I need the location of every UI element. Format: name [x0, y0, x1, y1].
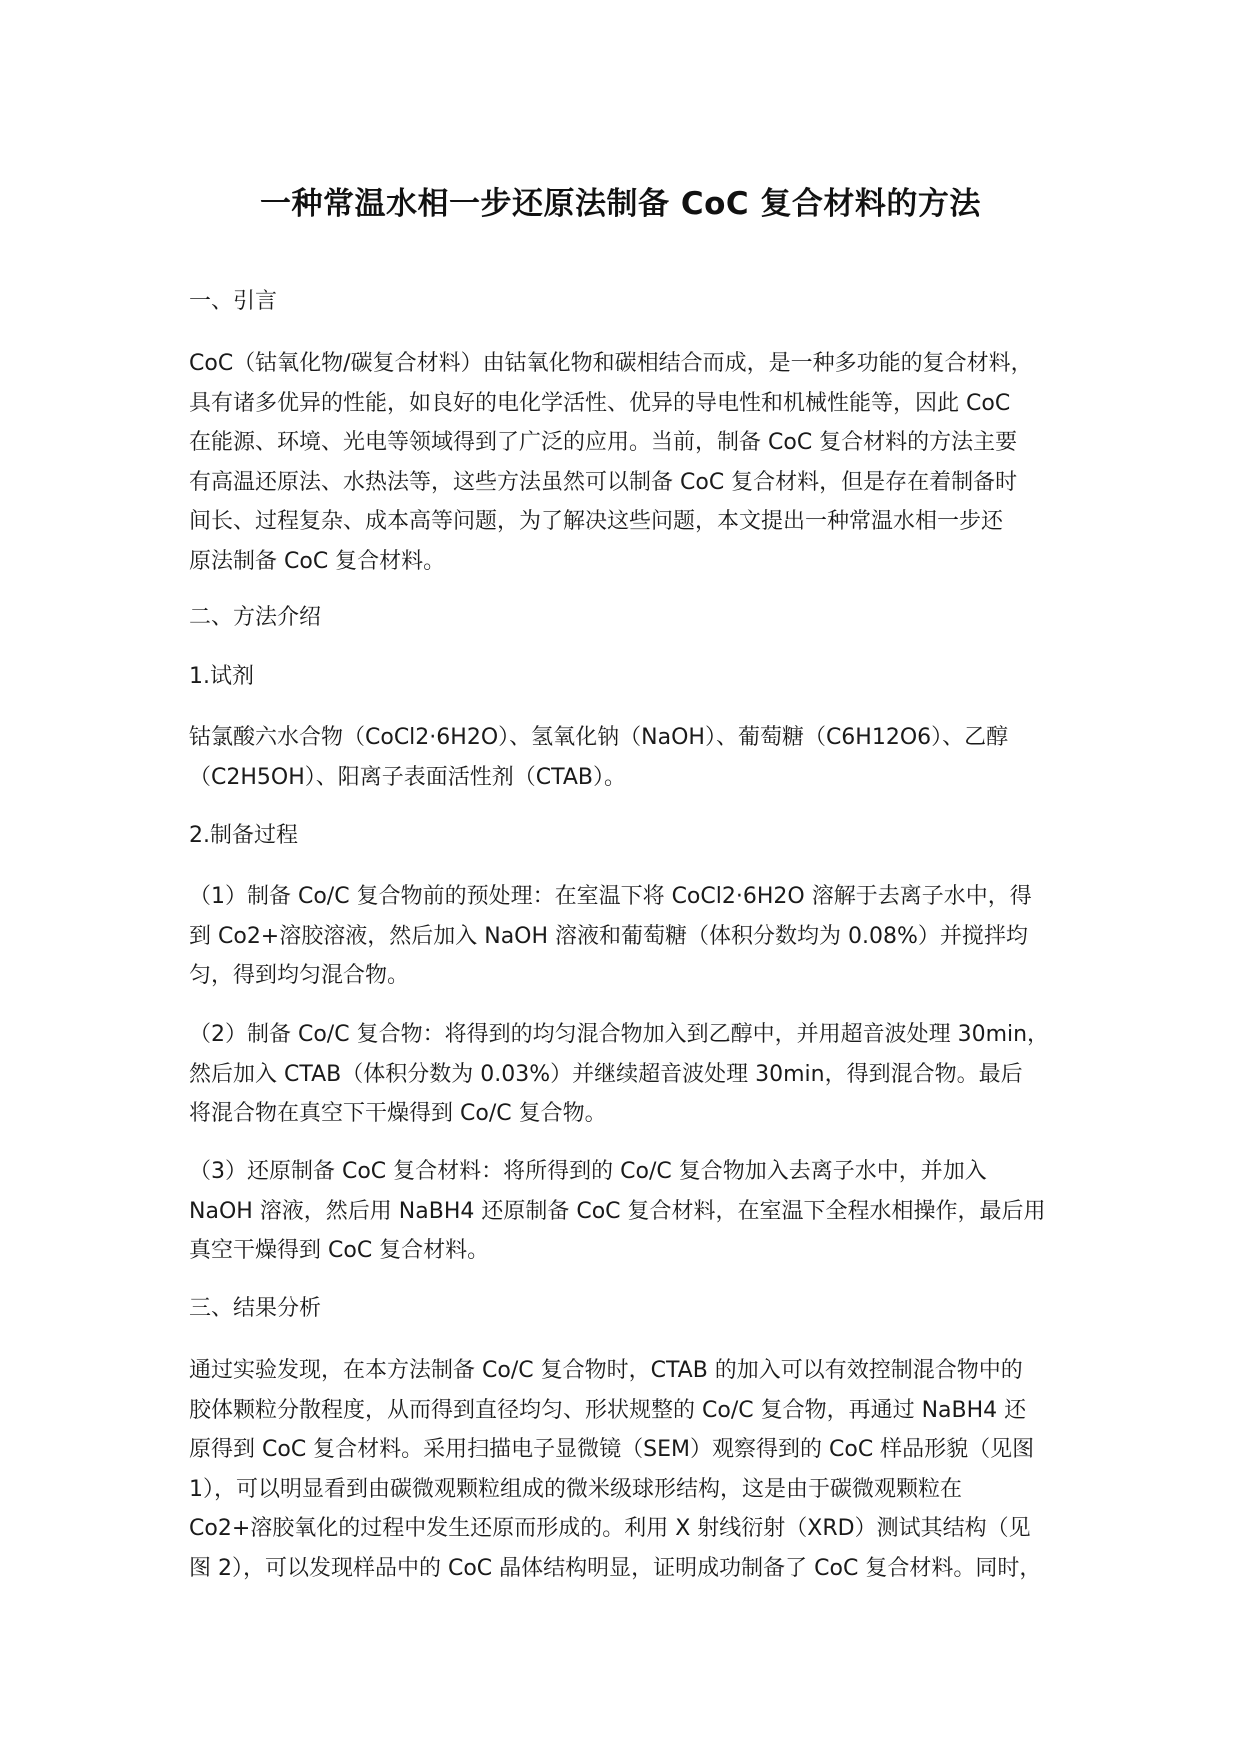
- paragraph-intro: [189, 344, 1089, 581]
- section-heading-results: 三、结果分析: [189, 1296, 322, 1321]
- section-heading-method: 二、方法介绍: [189, 605, 322, 630]
- text-line: CoC（钴氧化物/碳复合材料）由钴氧化物和碳相结合而成，是一种多功能的复合材料，: [189, 351, 1033, 376]
- text-line: 胶体颗粒分散程度，从而得到直径均匀、形状规整的 Co/C 复合物，再通过 NaBH4 还: [189, 1397, 1027, 1423]
- text-line: 真空干燥得到 CoC 复合材料。: [189, 1238, 490, 1263]
- paragraph-results: [189, 1351, 1089, 1588]
- document-title: 一种常温水相一步还原法制备 CoC 复合材料的方法: [260, 186, 981, 222]
- text-line: 钴氯酸六水合物（CoCl2·6H2O）、氢氧化钠（NaOH）、葡萄糖（C6H12O6）、乙醇: [189, 725, 1009, 750]
- text-line: （C2H5OH）、阳离子表面活性剂（CTAB）。: [189, 764, 626, 790]
- text-line: 然后加入 CTAB（体积分数为 0.03%）并继续超音波处理 30min，得到混合物。最后: [189, 1061, 1023, 1087]
- text-line: 将混合物在真空下干燥得到 Co/C 复合物。: [189, 1101, 607, 1126]
- text-line: NaOH 溶液，然后用 NaBH4 还原制备 CoC 复合材料，在室温下全程水相操作，最后用: [189, 1198, 1046, 1224]
- paragraph-step1: [189, 877, 1089, 996]
- text-line: 匀，得到均匀混合物。: [189, 963, 410, 988]
- paragraph-step3: [189, 1152, 1089, 1271]
- text-line: （1）制备 Co/C 复合物前的预处理：在室温下将 CoCl2·6H2O 溶解于去离子水中，得: [189, 884, 1032, 909]
- subheading-process: 2.制备过程: [189, 823, 298, 848]
- text-line: 在能源、环境、光电等领域得到了广泛的应用。当前，制备 CoC 复合材料的方法主要: [189, 430, 1018, 455]
- text-line: 有高温还原法、水热法等，这些方法虽然可以制备 CoC 复合材料，但是存在着制备时: [189, 469, 1018, 495]
- text-line: 通过实验发现，在本方法制备 Co/C 复合物时，CTAB 的加入可以有效控制混合物中的: [189, 1358, 1023, 1383]
- text-line: 原得到 CoC 复合材料。采用扫描电子显微镜（SEM）观察得到的 CoC 样品形貌（见图: [189, 1437, 1035, 1462]
- text-line: 1），可以明显看到由碳微观颗粒组成的微米级球形结构，这是由于碳微观颗粒在: [189, 1476, 962, 1502]
- text-line: 具有诸多优异的性能，如良好的电化学活性、优异的导电性和机械性能等，因此 CoC: [189, 390, 1011, 416]
- text-line: 间长、过程复杂、成本高等问题，为了解决这些问题，本文提出一种常温水相一步还: [189, 509, 1004, 534]
- section-heading-intro: 一、引言: [189, 289, 278, 314]
- text-line: （2）制备 Co/C 复合物：将得到的均匀混合物加入到乙醇中，并用超音波处理 30min，: [189, 1022, 1050, 1047]
- paragraph-step2: [189, 1015, 1089, 1134]
- text-line: Co2+溶胶氧化的过程中发生还原而形成的。利用 X 射线衍射（XRD）测试其结构（见: [189, 1516, 1031, 1541]
- text-line: 图 2），可以发现样品中的 CoC 晶体结构明显，证明成功制备了 CoC 复合材料。同时，: [189, 1555, 1042, 1581]
- text-line: 到 Co2+溶胶溶液，然后加入 NaOH 溶液和葡萄糖（体积分数均为 0.08%）并搅拌均: [189, 923, 1028, 949]
- subheading-reagents: 1.试剂: [189, 664, 254, 689]
- text-line: 原法制备 CoC 复合材料。: [189, 548, 446, 574]
- paragraph-reagents: [189, 718, 1089, 797]
- text-line: （3）还原制备 CoC 复合材料：将所得到的 Co/C 复合物加入去离子水中，并加入: [189, 1159, 987, 1184]
